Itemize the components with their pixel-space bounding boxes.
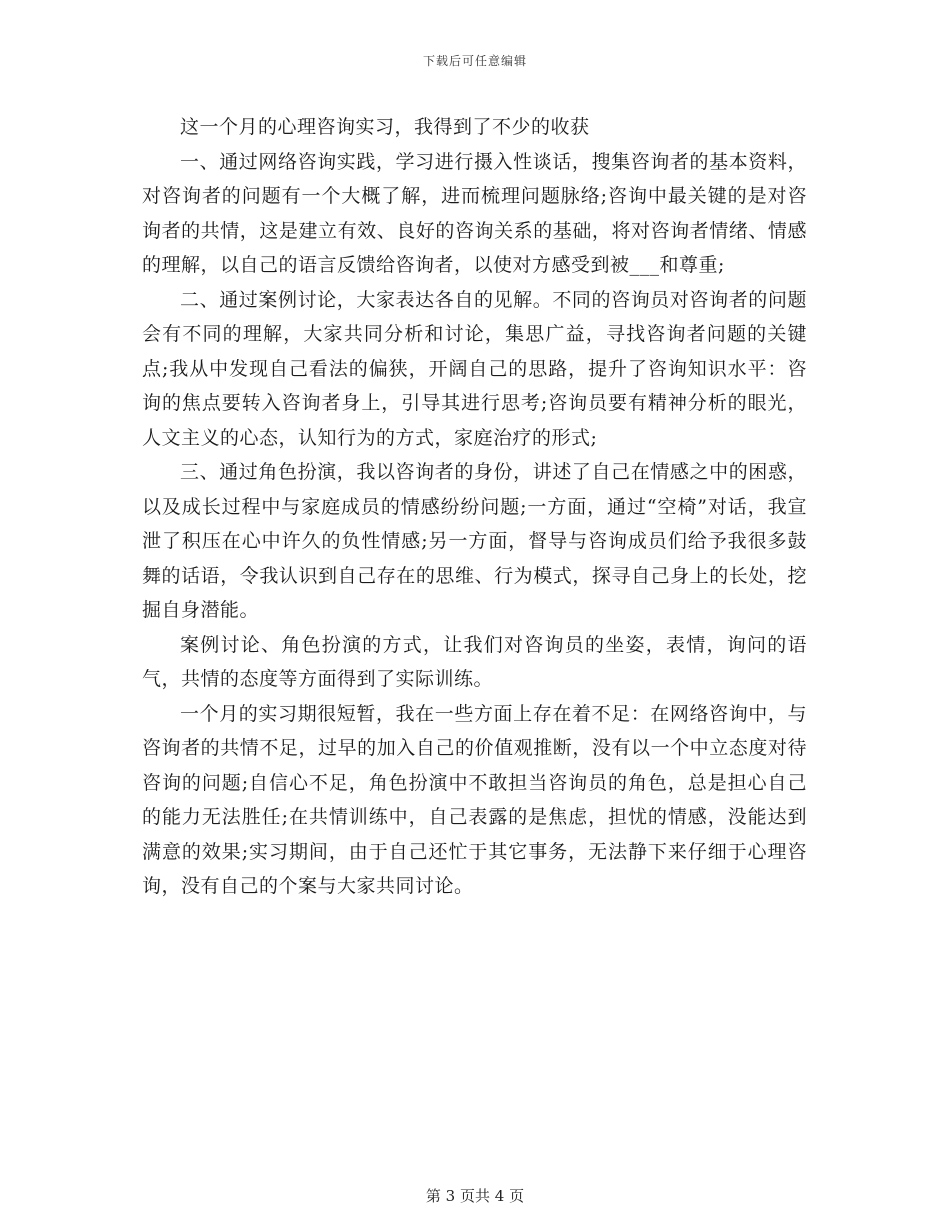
- paragraph-point-1: 一、通过网络咨询实践，学习进行摄入性谈话，搜集咨询者的基本资料，对咨询者的问题有一个大概了解，进而梳理问题脉络;咨询中最关键的是对咨询者的共情，这是建立有效、良好的咨询关系的基础，将对咨询者情绪、情感的理解，以自己的语言反馈给咨询者，以使对方感受到被___和尊重;: [142, 150, 807, 276]
- paragraph-summary: 案例讨论、角色扮演的方式，让我们对咨询员的坐姿，表情，询问的语气，共情的态度等方面得到了实际训练。: [142, 633, 807, 690]
- document-body: [142, 110, 807, 904]
- paragraph-intro: 这一个月的心理咨询实习，我得到了不少的收获: [180, 116, 590, 138]
- paragraph-point-3: 三、通过角色扮演，我以咨询者的身份，讲述了自己在情感之中的困惑，以及成长过程中与家庭成员的情感纷纷问题;一方面，通过“空椅”对话，我宣泄了积压在心中许久的负性情感;另一方面，督导与咨询成员们给予我很多鼓舞的话语，令我认识到自己存在的思维、行为模式，探寻自己身上的长处，挖掘自身潜能。: [142, 461, 807, 621]
- paragraph-point-2: 二、通过案例讨论，大家表达各自的见解。不同的咨询员对咨询者的问题会有不同的理解，大家共同分析和讨论，集思广益，寻找咨询者问题的关键点;我从中发现自己看法的偏狭，开阔自己的思路，提升了咨询知识水平：咨询的焦点要转入咨询者身上，引导其进行思考;咨询员要有精神分析的眼光，人文主义的心态，认知行为的方式，家庭治疗的形式;: [142, 288, 807, 449]
- page-header: 下载后可任意编辑: [422, 54, 527, 68]
- paragraph-shortcomings: 一个月的实习期很短暂，我在一些方面上存在着不足：在网络咨询中，与咨询者的共情不足，过早的加入自己的价值观推断，没有以一个中立态度对待咨询的问题;自信心不足，角色扮演中不敢担当咨询员的角色，总是担心自己的能力无法胜任;在共情训练中，自己表露的是焦虑，担忧的情感，没能达到满意的效果;实习期间，由于自己还忙于其它事务，无法静下来仔细于心理咨询，没有自己的个案与大家共同讨论。: [142, 702, 807, 897]
- page-number: 第 3 页共 4 页: [425, 1187, 525, 1205]
